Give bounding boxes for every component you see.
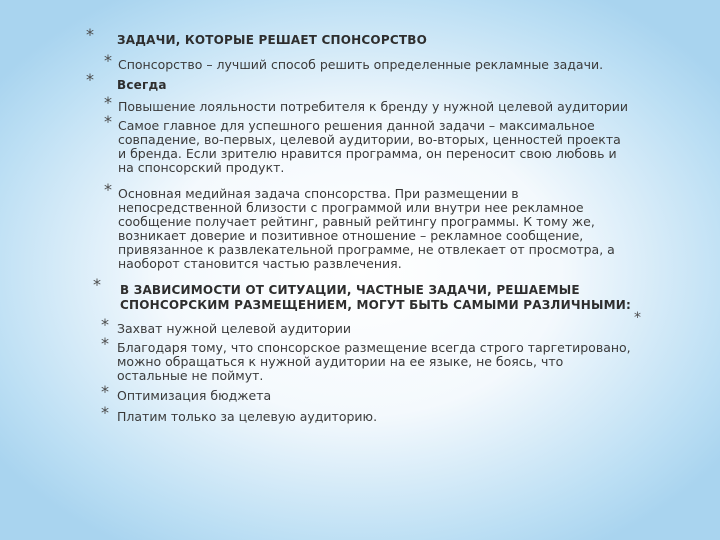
bullet-star-icon: * bbox=[86, 70, 94, 89]
item-line: можно обращаться к нужной аудитории на ее языке, не боясь, что bbox=[117, 354, 564, 369]
item-line: возникает доверие и позитивное отношение – рекламное сообщение, bbox=[118, 228, 584, 243]
section3-item-3 bbox=[117, 389, 271, 403]
bullet-star-icon: * bbox=[101, 403, 109, 422]
bullet-star-icon: * bbox=[101, 315, 109, 334]
bullet-star-icon: * bbox=[93, 275, 101, 294]
bullet-star-icon: * bbox=[101, 334, 109, 353]
section3-heading-line-1: В ЗАВИСИМОСТИ ОТ СИТУАЦИИ, ЧАСТНЫЕ ЗАДАЧИ, РЕШАЕМЫЕ bbox=[120, 283, 580, 297]
item-line: сообщение получает рейтинг, равный рейтингу программы. К тому же, bbox=[118, 214, 595, 229]
section3-item-4 bbox=[117, 410, 377, 424]
item-line: остальные не поймут. bbox=[117, 368, 264, 383]
item-line: и бренда. Если зрителю нравится программа, он переносит свою любовь и bbox=[118, 146, 617, 161]
item-line: Самое главное для успешного решения данной задачи – максимальное bbox=[118, 118, 595, 133]
item-line: совпадение, во-первых, целевой аудитории, во-вторых, ценностей проекта bbox=[118, 132, 621, 147]
bullet-star-icon: * bbox=[104, 180, 112, 199]
item-line: Платим только за целевую аудиторию. bbox=[117, 409, 378, 424]
bullet-star-icon: * bbox=[104, 93, 112, 112]
section2-item-1 bbox=[118, 100, 628, 114]
item-line: Оптимизация бюджета bbox=[117, 388, 272, 403]
item-line: Повышение лояльности потребителя к бренду у нужной целевой аудитории bbox=[118, 99, 629, 114]
bullet-star-icon: * bbox=[101, 382, 109, 401]
section3-item-1 bbox=[117, 322, 351, 336]
item-line: наоборот становится частью развлечения. bbox=[118, 256, 402, 271]
item-line: Основная медийная задача спонсорства. При размещении в bbox=[118, 186, 519, 201]
bullet-star-icon: * bbox=[86, 25, 94, 44]
section1-intro: Спонсорство – лучший способ решить определенные рекламные задачи. bbox=[118, 57, 604, 72]
stray-bullet-star-icon: * bbox=[634, 310, 641, 326]
section2-item-3 bbox=[118, 187, 615, 271]
section2-heading: Всегда bbox=[117, 78, 167, 92]
item-line: на спонсорский продукт. bbox=[118, 160, 285, 175]
bullet-star-icon: * bbox=[104, 51, 112, 70]
item-line: Захват нужной целевой аудитории bbox=[117, 321, 352, 336]
section2-item-2 bbox=[118, 119, 621, 175]
item-line: привязанное к развлекательной программе, не отвлекает от просмотра, а bbox=[118, 242, 615, 257]
item-line: Благодаря тому, что спонсорское размещение всегда строго таргетировано, bbox=[117, 340, 631, 355]
section3-item-2 bbox=[117, 341, 631, 383]
item-line: непосредственной близости с программой или внутри нее рекламное bbox=[118, 200, 584, 215]
section1-heading: ЗАДАЧИ, КОТОРЫЕ РЕШАЕТ СПОНСОРСТВО bbox=[117, 33, 427, 47]
bullet-star-icon: * bbox=[104, 112, 112, 131]
section3-heading-line-2: СПОНСОРСКИМ РАЗМЕЩЕНИЕМ, МОГУТ БЫТЬ САМЫМИ РАЗЛИЧНЫМИ: bbox=[120, 298, 631, 312]
